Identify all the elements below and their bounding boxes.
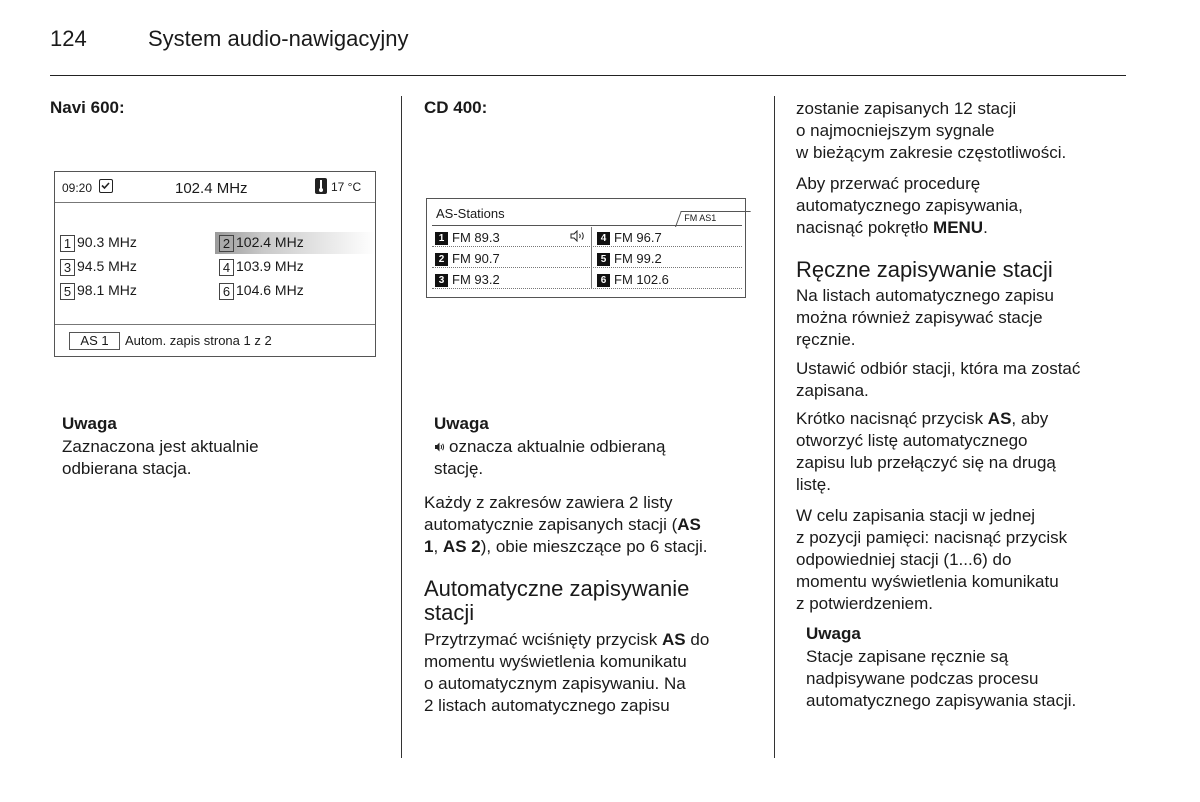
screen-title: AS-Stations — [436, 206, 505, 221]
preset-item[interactable]: 5 98.1 MHz — [60, 282, 137, 300]
paragraph: z potwierdzeniem. — [796, 594, 934, 613]
screen-divider — [55, 202, 375, 203]
preset-item[interactable]: 6 104.6 MHz — [219, 282, 304, 300]
paragraph: 1, AS 2), obie mieszczące po 6 stacji. — [424, 537, 708, 556]
note-text: stację. — [434, 459, 484, 478]
screen-frequency: 102.4 MHz — [175, 180, 248, 197]
paragraph: z pozycji pamięci: nacisnąć przycisk — [796, 528, 1068, 547]
paragraph: ręcznie. — [796, 330, 856, 349]
note-text: odbierana stacja. — [62, 459, 192, 478]
screen-divider — [432, 225, 742, 226]
paragraph: nacisnąć pokrętło MENU. — [796, 218, 988, 237]
paragraph: Aby przerwać procedurę — [796, 174, 981, 193]
note-title: Uwaga — [806, 624, 861, 643]
preset-item[interactable]: 3 94.5 MHz — [60, 258, 137, 276]
navi600-screen — [54, 171, 376, 357]
note-text: Stacje zapisane ręcznie są — [806, 647, 1009, 666]
row-separator — [432, 267, 742, 268]
cd400-label: CD 400: — [424, 98, 488, 117]
page-header — [50, 26, 1126, 76]
paragraph: momentu wyświetlenia komunikatu — [796, 572, 1059, 591]
column-separator — [591, 227, 592, 289]
column-divider-2 — [774, 96, 775, 758]
paragraph: automatycznie zapisanych stacji (AS — [424, 515, 701, 534]
paragraph: o najmocniejszym sygnale — [796, 121, 995, 140]
paragraph: listę. — [796, 475, 831, 494]
paragraph: Każdy z zakresów zawiera 2 listy — [424, 493, 673, 512]
paragraph: Przytrzymać wciśnięty przycisk AS do — [424, 630, 710, 649]
paragraph: 2 listach automatycznego zapisu — [424, 696, 670, 715]
paragraph: otworzyć listę automatycznego — [796, 431, 1028, 450]
screen-tag: FM AS1 — [675, 211, 751, 227]
preset-item[interactable]: 4 FM 96.7 — [597, 230, 662, 245]
navi600-label: Navi 600: — [50, 98, 125, 117]
row-separator — [432, 288, 742, 289]
page-title: System audio-nawigacyjny — [148, 26, 409, 51]
preset-item-selected[interactable]: 2 102.4 MHz — [219, 234, 304, 252]
paragraph: w bieżącym zakresie częstotliwości. — [796, 143, 1067, 162]
screen-status: Autom. zapis strona 1 z 2 — [125, 333, 272, 348]
screen-time: 09:20 — [62, 181, 93, 195]
paragraph: zapisana. — [796, 381, 869, 400]
note-title: Uwaga — [434, 414, 489, 433]
speaker-icon — [434, 441, 445, 453]
paragraph: Krótko nacisnąć przycisk AS, aby — [796, 409, 1049, 428]
preset-item[interactable]: 6 FM 102.6 — [597, 272, 669, 287]
preset-item[interactable]: 3 FM 93.2 — [435, 272, 500, 287]
as-button[interactable]: AS 1 — [69, 332, 120, 350]
row-separator — [432, 246, 742, 247]
paragraph: Na listach automatycznego zapisu — [796, 286, 1054, 305]
preset-item[interactable]: 5 FM 99.2 — [597, 251, 662, 266]
paragraph: odpowiedniej stacji (1...6) do — [796, 550, 1012, 569]
paragraph: można również zapisywać stacje — [796, 308, 1043, 327]
paragraph: W celu zapisania stacji w jednej — [796, 506, 1036, 525]
section-heading: stacji — [424, 600, 475, 625]
paragraph: automatycznego zapisywania, — [796, 196, 1023, 215]
screen-temperature: 17 °C — [331, 180, 362, 194]
note-text: oznacza aktualnie odbieraną — [434, 436, 665, 458]
note-title: Uwaga — [62, 414, 117, 433]
cd400-screen — [426, 198, 746, 298]
preset-item[interactable]: 1 FM 89.3 — [435, 230, 500, 245]
paragraph: o automatycznym zapisywaniu. Na — [424, 674, 686, 693]
column-divider-1 — [401, 96, 402, 758]
preset-item[interactable]: 2 FM 90.7 — [435, 251, 500, 266]
page-number: 124 — [50, 26, 87, 51]
thermometer-icon — [315, 178, 327, 194]
paragraph: zapisu lub przełączyć się na drugą — [796, 453, 1056, 472]
clock-icon — [99, 179, 113, 193]
note-text: automatycznego zapisywania stacji. — [806, 691, 1077, 710]
paragraph: zostanie zapisanych 12 stacji — [796, 99, 1017, 118]
screen-divider — [55, 324, 375, 325]
preset-item[interactable]: 1 90.3 MHz — [60, 234, 137, 252]
preset-item[interactable]: 4 103.9 MHz — [219, 258, 304, 276]
paragraph: Ustawić odbiór stacji, która ma zostać — [796, 359, 1081, 378]
note-text: nadpisywane podczas procesu — [806, 669, 1039, 688]
section-heading: Ręczne zapisywanie stacji — [796, 257, 1053, 282]
speaker-icon — [570, 230, 586, 242]
section-heading: Automatyczne zapisywanie — [424, 576, 690, 601]
paragraph: momentu wyświetlenia komunikatu — [424, 652, 687, 671]
note-text: Zaznaczona jest aktualnie — [62, 437, 259, 456]
